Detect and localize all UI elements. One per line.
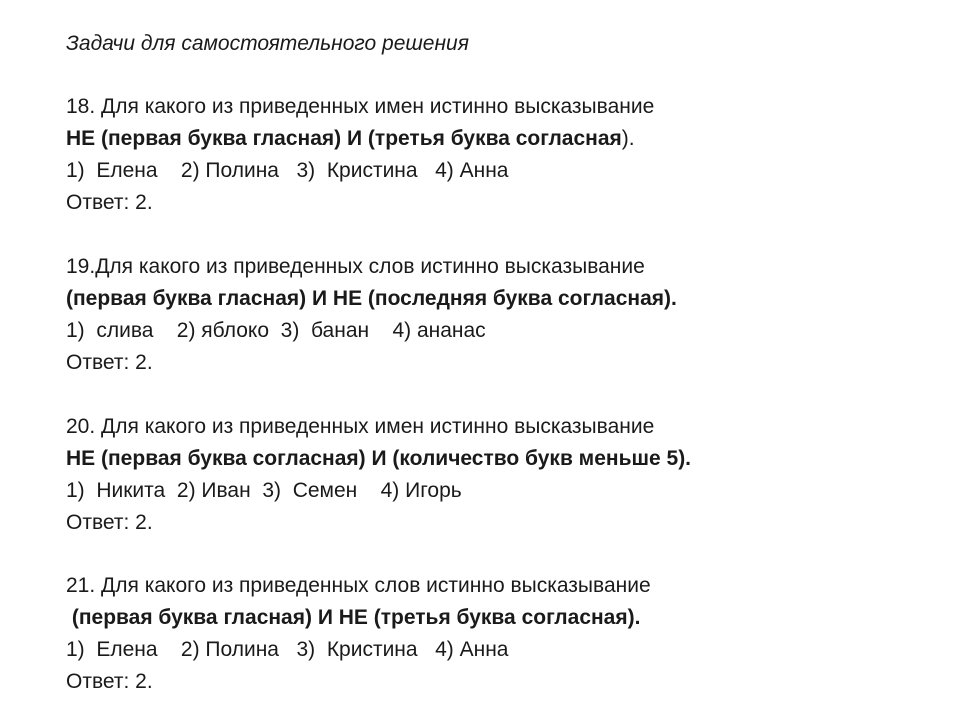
task-answer: Ответ: 2.	[66, 511, 153, 534]
task-20	[66, 411, 691, 539]
task-question: 20. Для какого из приведенных имен истинно высказывание	[66, 415, 655, 438]
task-options: 1) Елена 2) Полина 3) Кристина 4) Анна	[66, 159, 509, 182]
task-condition	[66, 443, 691, 475]
task-answer: Ответ: 2.	[66, 670, 153, 693]
task-condition-bold: (первая буква гласная) И НЕ (третья буква согласная).	[66, 606, 641, 629]
task-19	[66, 251, 677, 379]
task-condition-bold: НЕ (первая буква согласная) И (количество букв меньше 5).	[66, 447, 692, 470]
task-condition-bold: (первая буква гласная) И НЕ (последняя буква согласная).	[66, 287, 677, 310]
task-condition	[66, 123, 654, 155]
task-question: 19.Для какого из приведенных слов истинно высказывание	[66, 255, 645, 278]
task-options: 1) слива 2) яблоко 3) банан 4) ананас	[66, 319, 486, 342]
task-options: 1) Елена 2) Полина 3) Кристина 4) Анна	[66, 638, 509, 661]
task-18	[66, 91, 654, 219]
task-answer: Ответ: 2.	[66, 191, 153, 214]
task-21	[66, 570, 651, 698]
task-answer: Ответ: 2.	[66, 351, 153, 374]
task-condition-tail: ).	[621, 127, 635, 150]
task-condition	[66, 283, 677, 315]
task-question: 21. Для какого из приведенных слов истинно высказывание	[66, 574, 651, 597]
task-question: 18. Для какого из приведенных имен истинно высказывание	[66, 95, 655, 118]
task-condition	[66, 602, 651, 634]
task-options: 1) Никита 2) Иван 3) Семен 4) Игорь	[66, 479, 462, 502]
task-condition-bold: НЕ (первая буква гласная) И (третья буква согласная	[66, 127, 622, 150]
page-title: Задачи для самостоятельного решения	[66, 32, 469, 55]
